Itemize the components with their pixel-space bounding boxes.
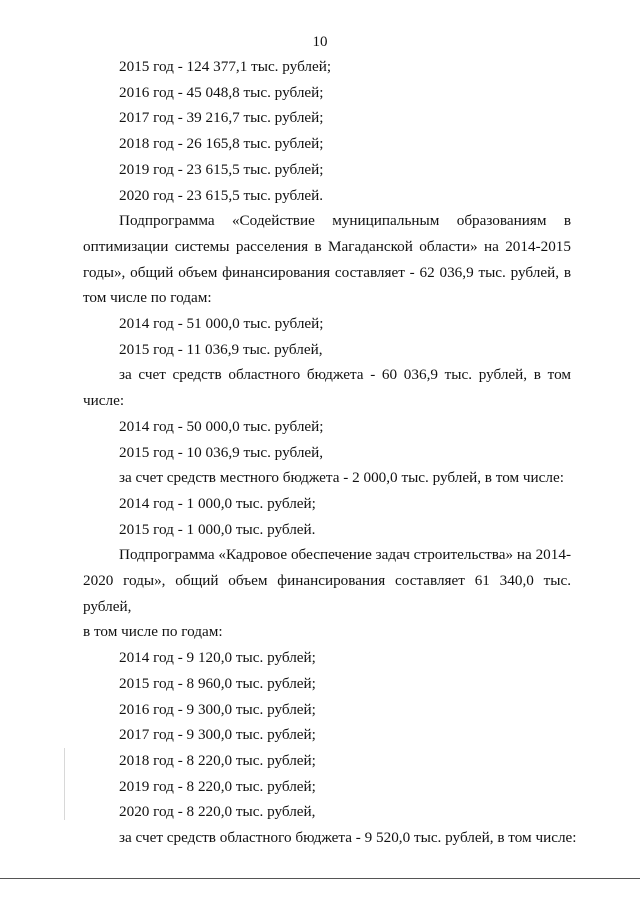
page-number: 10 — [312, 34, 328, 50]
text-line: 2017 год - 9 300,0 тыс. рублей; — [119, 726, 316, 744]
text-line: за счет средств местного бюджета - 2 000,0 тыс. рублей, в том числе: — [119, 469, 564, 487]
text-line: 2014 год - 1 000,0 тыс. рублей; — [119, 494, 316, 512]
paragraph-line: Подпрограмма «Содействие муниципальным образованиям в — [119, 212, 571, 230]
text-line: 2019 год - 8 220,0 тыс. рублей; — [119, 777, 316, 795]
page-bottom-edge — [0, 878, 640, 879]
text-line: за счет средств областного бюджета - 9 520,0 тыс. рублей, в том числе: — [119, 829, 577, 847]
text-line: 2015 год - 1 000,0 тыс. рублей. — [119, 520, 316, 538]
text-line: 2017 год - 39 216,7 тыс. рублей; — [119, 109, 324, 127]
text-line: 2016 год - 9 300,0 тыс. рублей; — [119, 700, 316, 718]
paragraph-line: годы», общий объем финансирования составляет - 62 036,9 тыс. рублей, в — [83, 263, 571, 281]
text-line: 2015 год - 8 960,0 тыс. рублей; — [119, 674, 316, 692]
paragraph-line: оптимизации системы расселения в Магаданской области» на 2014-2015 — [83, 237, 571, 255]
text-line: 2015 год - 10 036,9 тыс. рублей, — [119, 443, 324, 461]
paragraph-line: Подпрограмма «Кадровое обеспечение задач строительства» на 2014- — [119, 546, 571, 564]
text-line: 2014 год - 9 120,0 тыс. рублей; — [119, 649, 316, 667]
document-body — [83, 54, 577, 851]
text-line: 2014 год - 50 000,0 тыс. рублей; — [119, 417, 324, 435]
text-line: 2020 год - 23 615,5 тыс. рублей. — [119, 186, 324, 204]
text-line: 2016 год - 45 048,8 тыс. рублей; — [119, 83, 324, 101]
text-line: 2015 год - 11 036,9 тыс. рублей, — [119, 340, 323, 358]
paragraph-line: числе: — [83, 392, 125, 410]
paragraph-line: за счет средств областного бюджета - 60 036,9 тыс. рублей, в том — [119, 366, 571, 384]
text-line: 2014 год - 51 000,0 тыс. рублей; — [119, 315, 324, 333]
text-line: 2018 год - 8 220,0 тыс. рублей; — [119, 751, 316, 769]
text-line: 2015 год - 124 377,1 тыс. рублей; — [119, 58, 332, 75]
text-line: 2019 год - 23 615,5 тыс. рублей; — [119, 160, 324, 178]
text-line: 2020 год - 8 220,0 тыс. рублей, — [119, 803, 316, 821]
paragraph-line: том числе по годам: — [83, 289, 212, 307]
scan-artifact — [64, 748, 65, 820]
text-line: 2018 год - 26 165,8 тыс. рублей; — [119, 135, 324, 153]
paragraph-line: 2020 годы», общий объем финансирования составляет 61 340,0 тыс. рублей, — [83, 572, 571, 615]
paragraph-line: в том числе по годам: — [83, 623, 223, 641]
